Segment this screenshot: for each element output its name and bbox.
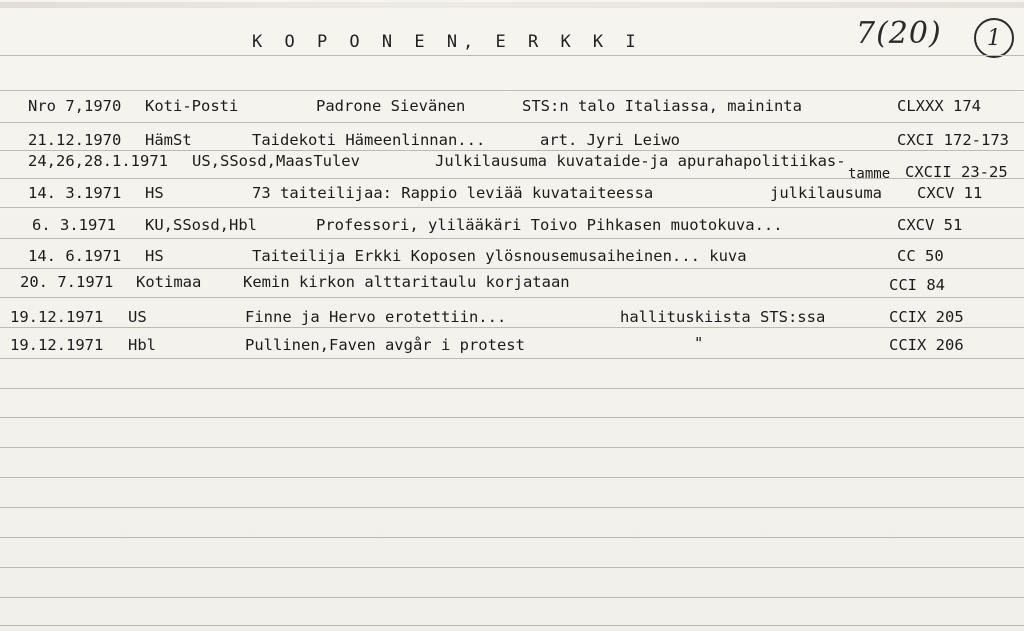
entry-source: Koti-Posti — [145, 97, 239, 115]
rule-line — [0, 417, 1024, 418]
rule-line — [0, 625, 1024, 626]
entry-date: 6. 3.1971 — [32, 216, 116, 234]
entry-source: KU,SSosd,Hbl — [145, 216, 257, 234]
entry-date: 19.12.1971 — [10, 336, 104, 354]
entry-title: Padrone Sievänen — [316, 97, 466, 115]
rule-line — [0, 268, 1024, 269]
entry-note: " — [694, 334, 704, 352]
rule-line — [0, 150, 1024, 151]
rule-line — [0, 55, 1024, 56]
entry-note: hallituskiista STS:ssa — [620, 308, 826, 326]
rule-line — [0, 447, 1024, 448]
entry-title: Finne ja Hervo erotettiin... — [245, 308, 507, 326]
entry-title: Taiteilija Erkki Koposen ylösnousemusaiheinen... kuva — [252, 247, 747, 265]
entry-note: STS:n talo Italiassa, maininta — [522, 97, 802, 115]
entry-title: Julkilausuma kuvataide-ja apurahapolitiikas- — [435, 152, 846, 170]
entry-date: 21.12.1970 — [28, 131, 122, 149]
entry-source: HS — [145, 247, 164, 265]
entry-title: Professori, ylilääkäri Toivo Pihkasen muotokuva... — [316, 216, 783, 234]
entry-date: 19.12.1971 — [10, 308, 104, 326]
entry-ref: CCIX 206 — [889, 336, 964, 354]
handwritten-card-number — [974, 18, 1014, 58]
entry-source: Kotimaa — [136, 273, 202, 291]
entry-title: Kemin kirkon alttaritaulu korjataan — [243, 273, 570, 291]
entry-ref: CCIX 205 — [889, 308, 964, 326]
card-number-text: 1 — [987, 25, 1001, 51]
entry-ref: CLXXX 174 — [897, 97, 981, 115]
card-top-edge — [0, 2, 1024, 8]
entry-date: 14. 3.1971 — [28, 184, 122, 202]
entry-date: 24,26,28.1.1971 — [28, 152, 168, 170]
handwritten-page-number: 7(20) — [856, 16, 942, 51]
entry-title: 73 taiteilijaa: Rappio leviää kuvataiteessa — [252, 184, 654, 202]
rule-line — [0, 207, 1024, 208]
entry-source: HS — [145, 184, 164, 202]
entry-source: Hbl — [128, 336, 156, 354]
entry-source: US — [128, 308, 147, 326]
entry-note: tamme — [848, 166, 891, 182]
entry-title: Pullinen,Faven avgår i protest — [245, 336, 525, 354]
entry-note: julkilausuma — [770, 184, 882, 202]
rule-line — [0, 507, 1024, 508]
rule-line — [0, 477, 1024, 478]
entry-ref: CXCV 11 — [917, 184, 983, 202]
entry-ref: CXCV 51 — [897, 216, 963, 234]
rule-line — [0, 567, 1024, 568]
rule-line — [0, 122, 1024, 123]
entry-source: HämSt — [145, 131, 192, 149]
entry-ref: CXCII 23-25 — [905, 163, 1008, 181]
rule-line — [0, 90, 1024, 91]
rule-line — [0, 388, 1024, 389]
entry-source: US,SSosd,MaasTulev — [192, 152, 360, 170]
rule-line — [0, 238, 1024, 239]
rule-line — [0, 537, 1024, 538]
entry-date: 20. 7.1971 — [20, 273, 114, 291]
card-title: K O P O N E N, E R K K I — [252, 32, 642, 52]
rule-line — [0, 297, 1024, 298]
entry-date: 14. 6.1971 — [28, 247, 122, 265]
entry-date: Nro 7,1970 — [28, 97, 122, 115]
entry-title: Taidekoti Hämeenlinnan... — [252, 131, 486, 149]
entry-note: art. Jyri Leiwo — [540, 131, 680, 149]
entry-ref: CC 50 — [897, 247, 944, 265]
entry-ref: CCI 84 — [889, 276, 945, 294]
entry-ref: CXCI 172-173 — [897, 131, 1009, 149]
rule-line — [0, 597, 1024, 598]
rule-line — [0, 327, 1024, 328]
rule-line — [0, 358, 1024, 359]
